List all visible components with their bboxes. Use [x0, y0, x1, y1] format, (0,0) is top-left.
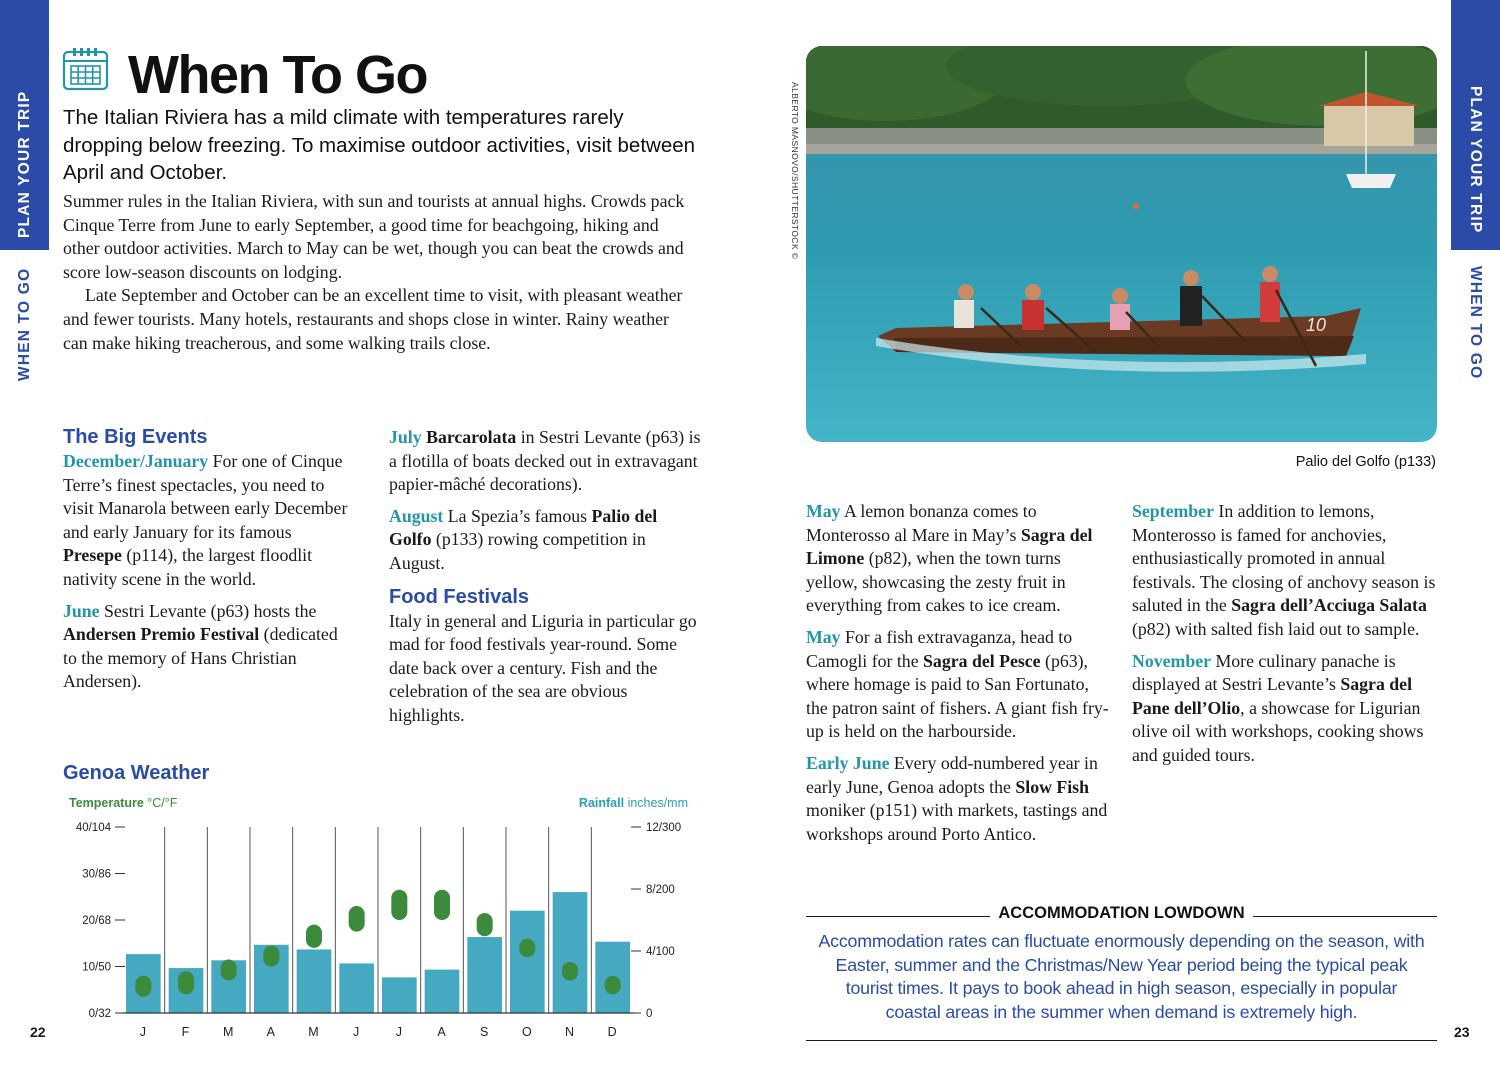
month-label: N: [564, 1025, 576, 1039]
month-label: S: [479, 1025, 490, 1039]
temp-axis-label: Temperature °C/°F: [69, 796, 178, 810]
temp-tick-label: 10/50: [82, 961, 111, 974]
temp-tick-label: 0/32: [88, 1008, 111, 1020]
chart-title: Genoa Weather: [63, 762, 210, 784]
food-festivals-intro: Italy in general and Liguria in particular go mad for food festivals year-round. Some date back over a century. Fish and the celebration of the sea are obvious highlights.: [389, 610, 697, 725]
rainfall-bar: [339, 963, 374, 1013]
side-section-label-left: WHEN TO GO: [16, 267, 33, 381]
intro-text: [63, 190, 695, 355]
month-label: F: [181, 1025, 191, 1039]
festival-entry: November More culinary panache is displayed at Sestri Levante’s Sagra del Pane dell’Olio, a showcase for Ligurian olive oil with workshops, cooking shows and guided tours.: [1132, 650, 1424, 765]
side-section-label-right: WHEN TO GO: [1467, 266, 1484, 380]
rowing-boat-photo: [806, 46, 1437, 442]
rainfall-bar: [510, 911, 545, 1013]
rainfall-bar: [297, 949, 332, 1013]
page-number-left: 22: [30, 1024, 46, 1040]
temperature-range: [605, 976, 621, 995]
rainfall-bar: [553, 892, 588, 1013]
photo-credit: ALBERTO MASNOVO/SHUTTERSTOCK ©: [790, 82, 800, 260]
temperature-range: [519, 939, 535, 958]
calendar-icon: [62, 46, 110, 92]
intro-paragraph: Late September and October can be an excellent time to visit, with pleasant weather and fewer tourists. Many hotels, restaurants and shops close in winter. Rainy weather can make hiking treacherous, and some walking trails close.: [63, 285, 683, 353]
temp-tick-label: 20/68: [82, 915, 111, 927]
lead-paragraph: The Italian Riviera has a mild climate with temperatures rarely dropping below freezing. To maximise outdoor activities, visit between April and October.: [63, 106, 696, 184]
rainfall-bar: [382, 977, 417, 1013]
boat-number: 10: [1306, 315, 1327, 335]
accommodation-heading: ACCOMMODATION LOWDOWN: [806, 904, 1437, 923]
month-label: A: [437, 1025, 447, 1039]
event-entry: July Barcarolata in Sestri Levante (p63) is a flotilla of boats decked out in extravagant papier-mâché decorations).: [389, 427, 701, 495]
rainfall-bar: [467, 937, 502, 1013]
big-events-heading: The Big Events: [63, 426, 208, 448]
temperature-range: [349, 906, 365, 932]
month-label: J: [139, 1025, 147, 1039]
event-entry: August La Spezia’s famous Palio del Golfo (p133) rowing competition in August.: [389, 505, 658, 573]
big-events-column-2: [389, 426, 701, 736]
month-label: J: [395, 1025, 403, 1039]
page-number-right: 23: [1454, 1024, 1470, 1040]
rain-axis-label: Rainfall inches/mm: [578, 796, 688, 810]
month-label: M: [308, 1025, 320, 1039]
accommodation-rule-bottom: [806, 1040, 1437, 1041]
rain-tick-label: 0: [646, 1008, 653, 1020]
festival-entry: September In addition to lemons, Monterosso is famed for anchovies, enthusiastically promoted in annual festivals. The closing of anchovy season is saluted in the Sagra dell’Acciuga Salata (p82) with salted fish laid out to sample.: [1132, 501, 1436, 639]
temperature-range: [135, 976, 151, 997]
month-label: A: [266, 1025, 277, 1039]
photo-caption: Palio del Golfo (p133): [1295, 454, 1436, 470]
month-label: O: [521, 1025, 533, 1039]
side-tab-label-left: PLAN YOUR TRIP: [16, 90, 33, 238]
rainfall-bar: [425, 970, 460, 1013]
side-tab-label-right: PLAN YOUR TRIP: [1467, 86, 1484, 234]
month-label: D: [607, 1025, 618, 1039]
genoa-weather-chart: [63, 792, 703, 1044]
temp-tick-label: 40/104: [75, 822, 111, 834]
rain-tick-label: 4/100: [646, 946, 675, 958]
event-entry: December/January For one of Cinque Terre’s finest spectacles, you need to visit Manarola between early December and early January for its famous Presepe (p114), the largest floodlit nativity scene in the world.: [63, 451, 348, 589]
temp-tick-label: 30/86: [82, 868, 111, 881]
temperature-range: [178, 971, 194, 994]
rain-tick-label: 8/200: [646, 884, 675, 896]
page-title: When To Go: [128, 45, 427, 105]
festival-entry: Early June Every odd-numbered year in early June, Genoa adopts the Slow Fish moniker (p151) with markets, tastings and workshops around Porto Antico.: [806, 752, 1108, 844]
festival-entry: May A lemon bonanza comes to Monterosso al Mare in May’s Sagra del Limone (p82), when the town turns yellow, showcasing the zesty fruit in everything from cakes to ice cream.: [806, 501, 1093, 616]
temperature-range: [477, 913, 493, 936]
temperature-range: [306, 925, 322, 948]
accommodation-text: Accommodation rates can fluctuate enormously depending on the season, with Easter, summer and the Christmas/New Year period being the typical peak tourist times. It pays to book ahead in high season, especially in popular coastal areas in the summer when demand is extremely high.: [818, 931, 1425, 1022]
month-label: J: [353, 1025, 361, 1039]
temperature-range: [434, 890, 450, 920]
temperature-range: [391, 890, 407, 920]
food-festivals-column-4: [1132, 500, 1440, 776]
rain-tick-label: 12/300: [646, 822, 682, 834]
food-festivals-column-3: [806, 500, 1114, 854]
event-entry: June Sestri Levante (p63) hosts the Andersen Premio Festival (dedicated to the memory of Hans Christian Andersen).: [63, 600, 338, 692]
intro-paragraph: Summer rules in the Italian Riviera, with sun and tourists at annual highs. Crowds pack Cinque Terre from June to early September, a good time for beachgoing, hiking and other outdoor activities. March to May can be wet, though you can beat the crowds and score low-season discounts on lodging.: [63, 191, 685, 282]
temperature-range: [221, 960, 237, 981]
big-events-column-1: [63, 424, 353, 702]
month-label: M: [222, 1025, 235, 1039]
food-festivals-heading: Food Festivals: [389, 585, 530, 608]
temperature-range: [263, 946, 279, 967]
temperature-range: [562, 962, 578, 981]
festival-entry: May For a fish extravaganza, head to Camogli for the Sagra del Pesce (p63), where homage is paid to San Fortunato, the patron saint of fishers. A giant fish fry-up is held on the harbourside.: [806, 626, 1109, 742]
